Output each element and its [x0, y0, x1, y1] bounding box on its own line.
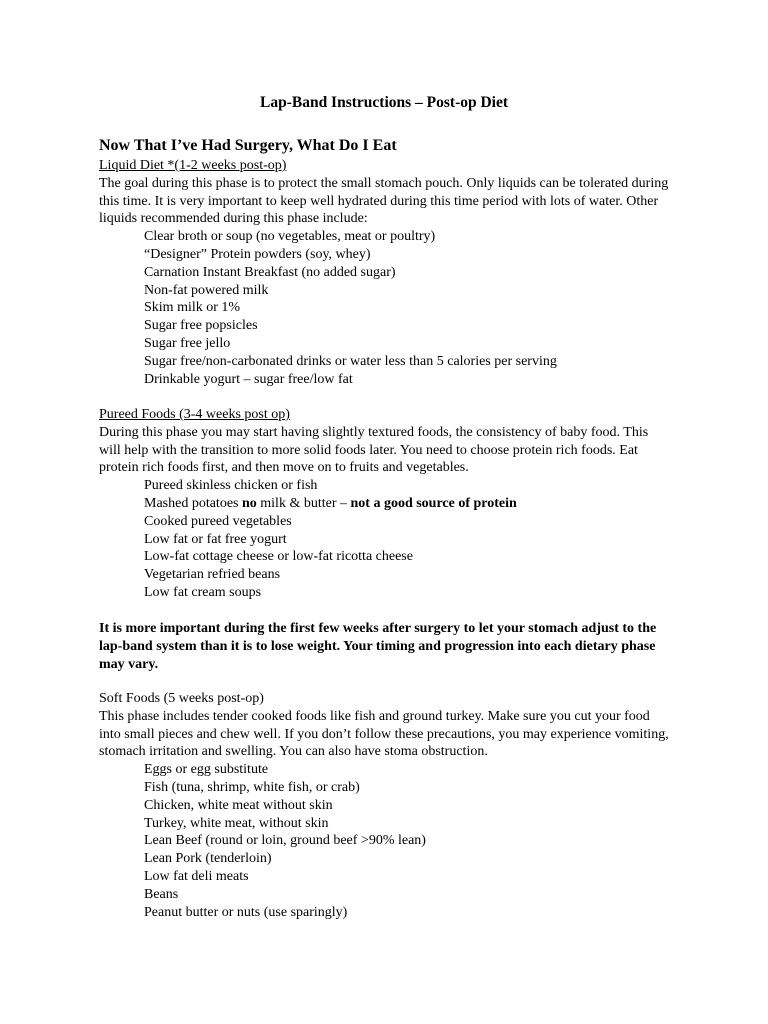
- list-item: Peanut butter or nuts (use sparingly): [144, 904, 348, 920]
- list-item: Clear broth or soup (no vegetables, meat or poultry): [144, 229, 436, 245]
- list-item-text: milk & butter –: [256, 495, 351, 511]
- important-note: It is more important during the first few weeks after surgery to let your stomach adjust to the lap-band system than it is to lose weight. Your timing and progression into each dietary phase may vary.: [99, 621, 657, 672]
- list-item-text: Mashed potatoes: [144, 495, 242, 511]
- list-item: Beans: [144, 886, 179, 902]
- list-item: [144, 495, 669, 513]
- emphasis-text: no: [241, 495, 257, 511]
- soft-foods-section: [99, 690, 669, 921]
- soft-foods-list: [99, 761, 669, 921]
- soft-foods-intro: This phase includes tender cooked foods like fish and ground turkey. Make sure you cut your food into small pieces and chew well. If you don’t follow these precautions, you may experience vomiting, stomach irritation and swelling. You can also have stoma obstruction.: [99, 708, 669, 760]
- list-item: Lean Pork (tenderloin): [144, 851, 272, 867]
- soft-foods-title: Soft Foods (5 weeks post-op): [99, 691, 264, 706]
- document-heading: Now That I’ve Had Surgery, What Do I Eat: [99, 137, 397, 154]
- emphasis-text: not a good source of protein: [350, 495, 517, 511]
- list-item: Drinkable yogurt – sugar free/low fat: [144, 371, 353, 387]
- list-item: Skim milk or 1%: [144, 300, 241, 316]
- list-item: Low fat cream soups: [144, 584, 262, 600]
- list-item: Low fat deli meats: [144, 868, 249, 884]
- list-item: Turkey, white meat, without skin: [144, 815, 329, 831]
- liquid-diet-title: Liquid Diet *(1-2 weeks post-op): [99, 158, 287, 173]
- list-item: Sugar free jello: [144, 335, 231, 351]
- pureed-foods-list: [99, 477, 669, 602]
- list-item: Carnation Instant Breakfast (no added sugar): [144, 264, 396, 280]
- list-item: “Designer” Protein powders (soy, whey): [144, 246, 371, 262]
- list-item: Chicken, white meat without skin: [144, 797, 333, 813]
- list-item: Sugar free/non-carbonated drinks or water less than 5 calories per serving: [144, 353, 557, 369]
- liquid-diet-list: [99, 228, 669, 388]
- list-item: Sugar free popsicles: [144, 318, 258, 334]
- list-item: Low-fat cottage cheese or low-fat ricotta cheese: [144, 549, 413, 565]
- pureed-foods-section: [99, 406, 669, 602]
- list-item: Eggs or egg substitute: [144, 762, 269, 778]
- list-item: Non-fat powered milk: [144, 282, 269, 298]
- pureed-foods-intro: During this phase you may start having slightly textured foods, the consistency of baby food. This will help with the transition to more solid foods later. You need to choose protein rich foods. Eat protein rich foods first, and then move on to fruits and vegetables.: [99, 424, 649, 476]
- list-item: Lean Beef (round or loin, ground beef >90% lean): [144, 833, 426, 849]
- pureed-foods-title: Pureed Foods (3-4 weeks post op): [99, 407, 290, 422]
- list-item: Pureed skinless chicken or fish: [144, 478, 318, 494]
- document-title: Lap-Band Instructions – Post-op Diet: [259, 94, 509, 111]
- liquid-diet-intro: The goal during this phase is to protect the small stomach pouch. Only liquids can be tolerated during this time. It is very important to keep well hydrated during this time period with lots of water. Other liquids recommended during this phase include:: [99, 175, 669, 227]
- list-item: Fish (tuna, shrimp, white fish, or crab): [144, 779, 360, 795]
- list-item: Cooked pureed vegetables: [144, 513, 292, 529]
- list-item: Low fat or fat free yogurt: [144, 531, 287, 547]
- liquid-diet-section: [99, 157, 669, 388]
- list-item: Vegetarian refried beans: [144, 567, 281, 583]
